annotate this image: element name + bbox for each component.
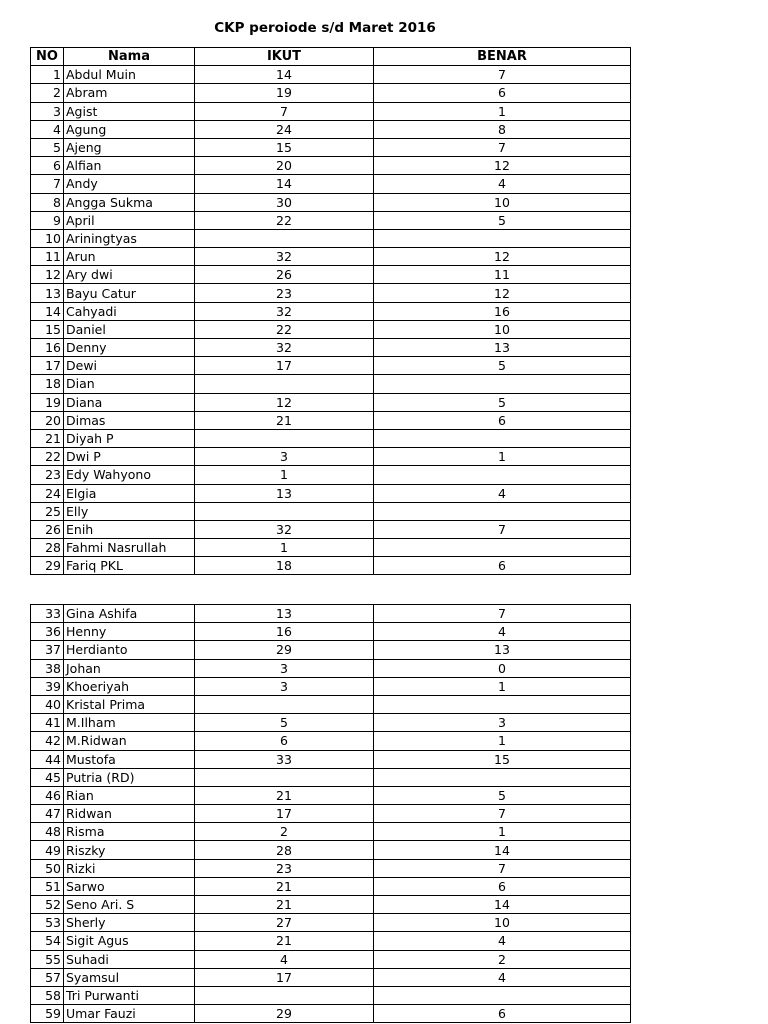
row-name: Rizki [64,859,195,877]
row-number: 16 [31,339,64,357]
row-name: Sigit Agus [64,932,195,950]
table-row [31,986,631,1004]
row-number: 12 [31,266,64,284]
row-name: Abram [64,84,195,102]
row-ikut: 26 [195,266,374,284]
row-name: Syamsul [64,968,195,986]
table-row [31,120,631,138]
row-name: Henny [64,623,195,641]
row-name: Ariningtyas [64,229,195,247]
row-ikut: 32 [195,302,374,320]
row-ikut [195,502,374,520]
table-row [31,520,631,538]
row-number: 25 [31,502,64,520]
row-ikut [195,695,374,713]
table-row [31,677,631,695]
row-benar: 10 [374,320,631,338]
row-name: Riszky [64,841,195,859]
row-ikut [195,375,374,393]
row-ikut: 29 [195,1005,374,1023]
row-name: Alfian [64,157,195,175]
row-number: 33 [31,605,64,623]
row-benar: 4 [374,484,631,502]
table-row [31,768,631,786]
row-number: 39 [31,677,64,695]
row-ikut: 24 [195,120,374,138]
row-name: Ajeng [64,138,195,156]
table-row [31,466,631,484]
table-row [31,950,631,968]
row-ikut: 21 [195,877,374,895]
row-benar [374,229,631,247]
row-name: M.Ridwan [64,732,195,750]
row-number: 29 [31,557,64,575]
row-name: Dian [64,375,195,393]
row-name: Fariq PKL [64,557,195,575]
table-row [31,302,631,320]
row-ikut: 1 [195,539,374,557]
row-number: 57 [31,968,64,986]
row-benar: 6 [374,411,631,429]
row-number: 10 [31,229,64,247]
row-ikut: 33 [195,750,374,768]
table-row [31,914,631,932]
row-name: Edy Wahyono [64,466,195,484]
row-ikut: 7 [195,102,374,120]
row-number: 23 [31,466,64,484]
row-benar: 5 [374,393,631,411]
table-row [31,786,631,804]
table-row [31,266,631,284]
row-name: Denny [64,339,195,357]
table-row [31,968,631,986]
row-name: Diana [64,393,195,411]
row-ikut: 4 [195,950,374,968]
table-row [31,357,631,375]
table-row [31,623,631,641]
row-number: 19 [31,393,64,411]
row-number: 8 [31,193,64,211]
row-number: 47 [31,805,64,823]
row-ikut: 30 [195,193,374,211]
row-benar: 16 [374,302,631,320]
table-row [31,732,631,750]
table-row [31,248,631,266]
table-row [31,605,631,623]
row-benar: 1 [374,823,631,841]
row-benar: 15 [374,750,631,768]
page-title: CKP peroiode s/d Maret 2016 [214,20,436,36]
row-ikut: 19 [195,84,374,102]
table-row [31,375,631,393]
row-ikut: 3 [195,659,374,677]
row-ikut: 3 [195,677,374,695]
row-number: 28 [31,539,64,557]
row-number: 38 [31,659,64,677]
row-name: Tri Purwanti [64,986,195,1004]
row-benar: 6 [374,877,631,895]
row-number: 7 [31,175,64,193]
row-name: Elly [64,502,195,520]
table-row [31,641,631,659]
row-benar: 3 [374,714,631,732]
row-benar: 6 [374,84,631,102]
row-ikut: 21 [195,896,374,914]
row-benar: 14 [374,841,631,859]
row-number: 50 [31,859,64,877]
row-number: 40 [31,695,64,713]
row-benar: 0 [374,659,631,677]
row-ikut [195,768,374,786]
row-number: 49 [31,841,64,859]
table-row [31,502,631,520]
row-benar [374,429,631,447]
row-ikut: 22 [195,320,374,338]
row-name: Sarwo [64,877,195,895]
table-row [31,411,631,429]
row-number: 15 [31,320,64,338]
row-number: 14 [31,302,64,320]
row-ikut: 16 [195,623,374,641]
table-row [31,66,631,84]
table-row [31,448,631,466]
table-row [31,841,631,859]
table-row [31,211,631,229]
row-ikut: 20 [195,157,374,175]
row-ikut: 17 [195,968,374,986]
table-row [31,393,631,411]
row-benar: 11 [374,266,631,284]
row-name: Umar Fauzi [64,1005,195,1023]
table-row [31,138,631,156]
row-number: 52 [31,896,64,914]
row-name: Dimas [64,411,195,429]
row-number: 41 [31,714,64,732]
row-name: Agist [64,102,195,120]
row-name: Mustofa [64,750,195,768]
row-number: 20 [31,411,64,429]
row-name: Arun [64,248,195,266]
row-ikut: 23 [195,859,374,877]
row-number: 53 [31,914,64,932]
row-benar [374,768,631,786]
row-name: Kristal Prima [64,695,195,713]
row-name: Diyah P [64,429,195,447]
row-benar: 5 [374,786,631,804]
row-ikut: 12 [195,393,374,411]
row-ikut: 1 [195,466,374,484]
row-benar: 6 [374,1005,631,1023]
row-benar: 1 [374,677,631,695]
row-benar: 5 [374,357,631,375]
table-row [31,695,631,713]
row-benar: 7 [374,520,631,538]
row-name: Putria (RD) [64,768,195,786]
row-benar: 4 [374,932,631,950]
row-name: Angga Sukma [64,193,195,211]
table-row [31,557,631,575]
header-benar: BENAR [374,48,631,66]
header-nama: Nama [64,48,195,66]
row-number: 4 [31,120,64,138]
row-ikut: 21 [195,411,374,429]
row-benar: 12 [374,157,631,175]
row-ikut [195,229,374,247]
row-name: Risma [64,823,195,841]
row-ikut: 5 [195,714,374,732]
row-ikut [195,429,374,447]
table-row [31,339,631,357]
row-name: Suhadi [64,950,195,968]
row-benar: 13 [374,641,631,659]
table-row [31,1005,631,1023]
row-number: 3 [31,102,64,120]
row-number: 54 [31,932,64,950]
row-name: Johan [64,659,195,677]
table-row [31,877,631,895]
row-ikut: 18 [195,557,374,575]
row-ikut: 27 [195,914,374,932]
row-benar: 4 [374,623,631,641]
row-benar: 14 [374,896,631,914]
row-benar: 13 [374,339,631,357]
row-ikut: 21 [195,932,374,950]
row-benar: 8 [374,120,631,138]
row-ikut: 28 [195,841,374,859]
row-benar: 7 [374,605,631,623]
row-name: Sherly [64,914,195,932]
row-benar: 10 [374,914,631,932]
row-benar: 4 [374,968,631,986]
table-row [31,429,631,447]
row-number: 5 [31,138,64,156]
row-benar: 7 [374,138,631,156]
row-number: 42 [31,732,64,750]
row-number: 59 [31,1005,64,1023]
header-row [31,48,631,66]
row-name: Ridwan [64,805,195,823]
row-name: Ary dwi [64,266,195,284]
row-benar [374,539,631,557]
row-name: Fahmi Nasrullah [64,539,195,557]
row-name: Andy [64,175,195,193]
table-row [31,659,631,677]
row-name: Enih [64,520,195,538]
row-number: 21 [31,429,64,447]
row-ikut: 3 [195,448,374,466]
score-table-2 [30,604,631,1023]
row-benar: 10 [374,193,631,211]
row-number: 58 [31,986,64,1004]
row-name: April [64,211,195,229]
row-benar: 12 [374,248,631,266]
row-ikut: 29 [195,641,374,659]
row-benar: 7 [374,66,631,84]
header-no: NO [31,48,64,66]
table-row [31,157,631,175]
row-benar: 1 [374,102,631,120]
row-benar: 5 [374,211,631,229]
row-ikut: 32 [195,248,374,266]
table-row [31,859,631,877]
row-name: Dwi P [64,448,195,466]
table-row [31,805,631,823]
row-ikut: 14 [195,66,374,84]
row-name: Agung [64,120,195,138]
row-name: Dewi [64,357,195,375]
table-row [31,320,631,338]
row-benar: 1 [374,448,631,466]
row-name: Rian [64,786,195,804]
row-benar: 6 [374,557,631,575]
row-ikut: 22 [195,211,374,229]
row-ikut: 17 [195,805,374,823]
table-row [31,714,631,732]
row-benar: 1 [374,732,631,750]
row-ikut: 15 [195,138,374,156]
row-name: Bayu Catur [64,284,195,302]
row-name: M.Ilham [64,714,195,732]
row-name: Seno Ari. S [64,896,195,914]
table-row [31,193,631,211]
row-benar [374,695,631,713]
row-name: Elgia [64,484,195,502]
row-ikut: 23 [195,284,374,302]
row-name: Daniel [64,320,195,338]
row-number: 22 [31,448,64,466]
table-row [31,175,631,193]
row-benar: 7 [374,805,631,823]
row-number: 26 [31,520,64,538]
row-benar [374,986,631,1004]
row-number: 24 [31,484,64,502]
table-row [31,750,631,768]
row-ikut: 21 [195,786,374,804]
row-name: Cahyadi [64,302,195,320]
row-name: Khoeriyah [64,677,195,695]
score-table-1 [30,47,631,575]
row-number: 55 [31,950,64,968]
table-row [31,284,631,302]
row-number: 45 [31,768,64,786]
row-number: 36 [31,623,64,641]
row-number: 48 [31,823,64,841]
row-ikut [195,986,374,1004]
row-ikut: 6 [195,732,374,750]
table-row [31,932,631,950]
row-number: 51 [31,877,64,895]
row-ikut: 17 [195,357,374,375]
row-number: 1 [31,66,64,84]
row-number: 2 [31,84,64,102]
table-row [31,102,631,120]
row-benar [374,466,631,484]
header-ikut: IKUT [195,48,374,66]
row-number: 11 [31,248,64,266]
row-number: 44 [31,750,64,768]
table-row [31,539,631,557]
row-benar: 7 [374,859,631,877]
row-ikut: 13 [195,484,374,502]
row-name: Abdul Muin [64,66,195,84]
row-number: 18 [31,375,64,393]
row-number: 9 [31,211,64,229]
table-row [31,229,631,247]
row-benar: 4 [374,175,631,193]
row-ikut: 14 [195,175,374,193]
table-row [31,484,631,502]
table-row [31,823,631,841]
row-number: 37 [31,641,64,659]
row-ikut: 2 [195,823,374,841]
row-name: Gina Ashifa [64,605,195,623]
row-number: 13 [31,284,64,302]
row-number: 6 [31,157,64,175]
row-number: 17 [31,357,64,375]
row-benar [374,502,631,520]
row-benar [374,375,631,393]
row-ikut: 32 [195,339,374,357]
row-number: 46 [31,786,64,804]
row-ikut: 13 [195,605,374,623]
row-benar: 2 [374,950,631,968]
row-ikut: 32 [195,520,374,538]
row-benar: 12 [374,284,631,302]
row-name: Herdianto [64,641,195,659]
table-row [31,896,631,914]
table-row [31,84,631,102]
